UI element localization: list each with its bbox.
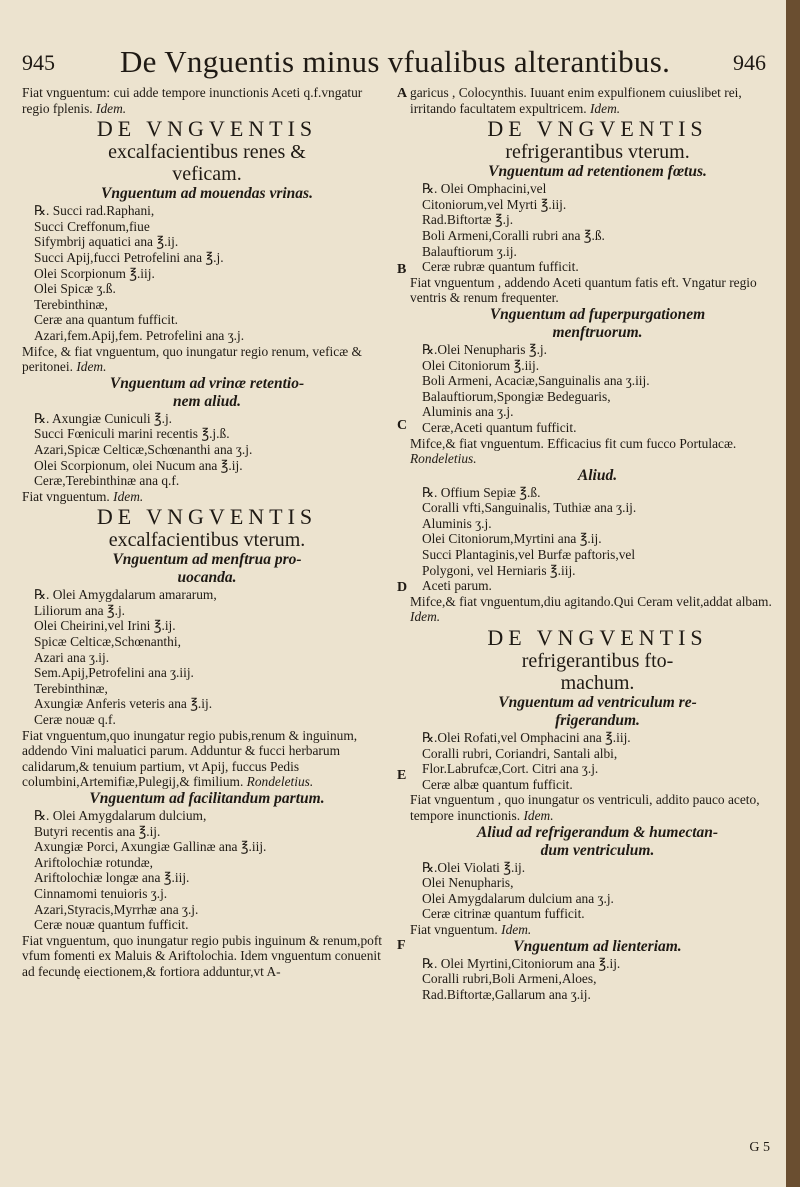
ingredient-line: Azari ana ʒ.ij. — [34, 649, 110, 665]
recipe-title: Aliud. — [577, 466, 618, 484]
ingredient-list — [22, 411, 392, 489]
ingredient-line: Sifymbrij aquatici ana ℥.ij. — [34, 234, 179, 250]
ingredient-line: ℞. Olei Omphacini,vel — [422, 181, 547, 197]
recipe-title: dum ventriculum. — [540, 841, 655, 859]
ingredient-line: ℞. Olei Amygdalarum amararum, — [34, 587, 217, 603]
recipe-title: Vnguentum ad menftrua pro- — [112, 551, 302, 569]
ingredient-list — [410, 181, 785, 275]
ingredient-line: ℞. Axungiæ Cuniculi ℥.j. — [34, 410, 173, 426]
ingredient-line: Rad.Biftortæ ℥.j. — [422, 212, 514, 228]
ingredient-line: Boli Armeni, Acaciæ,Sanguinalis ana ʒ.iij. — [422, 373, 650, 389]
ingredient-list — [410, 860, 785, 922]
ingredient-line: Coralli vfti,Sanguinalis, Tuthiæ ana ʒ.ij. — [422, 500, 637, 516]
ingredient-line: Balauftiorum,Spongiæ Bedeguaris, — [422, 388, 611, 404]
ingredient-line: Flor.Labrufcæ,Cort. Citri ana ʒ.j. — [422, 761, 599, 777]
page-edge — [786, 0, 800, 1187]
recipe-title: Vnguentum ad vrinæ retentio- — [109, 374, 305, 392]
ingredient-line: Ariftolochiæ longæ ana ℥.iij. — [34, 870, 190, 886]
recipe-instructions: Fiat vnguentum. Idem. — [410, 921, 532, 937]
ingredient-line: Succi Creffonum,fiue — [34, 218, 150, 234]
recipe-title: menftruorum. — [552, 323, 643, 341]
recipe-instructions: Fiat vnguentum,quo inungatur regio pubis,renum & inguinum, addendo Vini maluatici parum. Adduntur & fucci herbarum calidarum,& tenuium partium, vt Apij, fuccus Pedis columbini,Artemifiæ,Pulegij,& fimilium. Rondeletius. — [22, 727, 358, 790]
ingredient-line: Olei Citoniorum ℥.iij. — [422, 357, 540, 373]
margin-letter: E — [397, 768, 407, 783]
ingredient-line: Ceræ nouæ quantum fufficit. — [34, 917, 189, 933]
ingredient-list — [22, 587, 392, 727]
ingredient-line: Butyri recentis ana ℥.ij. — [34, 823, 161, 839]
ingredient-line: Sem.Apij,Petrofelini ana ʒ.iij. — [34, 665, 194, 681]
ingredient-line: Aluminis ana ʒ.j. — [422, 404, 514, 420]
ingredient-line: Azari,Styracis,Myrrhæ ana ʒ.j. — [34, 901, 199, 917]
recipe-title: frigerandum. — [555, 712, 640, 730]
ingredient-line: ℞.Olei Rofati,vel Omphacini ana ℥.iij. — [422, 730, 631, 746]
recipe-title: Vnguentum ad facilitandum partum. — [89, 790, 325, 807]
margin-letter: D — [397, 580, 408, 595]
ingredient-list — [410, 342, 785, 436]
page-number-left: 945 — [22, 50, 55, 75]
ingredient-line: Ceræ albæ quantum fufficit. — [422, 776, 573, 792]
right-column — [410, 85, 785, 1002]
section-subheading: excalfacientibus vterum. — [108, 529, 306, 552]
ingredient-line: Succi Apij,fucci Petrofelini ana ℥.j. — [34, 249, 224, 265]
margin-letter: C — [397, 418, 408, 433]
margin-letter: F — [397, 938, 406, 953]
right-intro: garicus , Colocynthis. Iuuant enim expulfionem cuiuslibet rei, irritando facultatem expultricem. Idem. — [410, 85, 742, 116]
ingredient-list — [22, 808, 392, 933]
ingredient-line: Ceræ nouæ q.f. — [34, 712, 116, 728]
ingredient-list — [22, 203, 392, 343]
ingredient-line: Coralli rubri, Coriandri, Santali albi, — [422, 745, 618, 761]
section-heading: DE VNGVENTIS — [487, 116, 708, 142]
ingredient-line: Axungiæ Anferis veteris ana ℥.ij. — [34, 696, 213, 712]
ingredient-line: Ceræ ana quantum fufficit. — [34, 312, 179, 328]
left-column — [22, 85, 392, 980]
ingredient-line: Rad.Biftortæ,Gallarum ana ʒ.ij. — [422, 986, 591, 1002]
ingredient-line: Ceræ rubræ quantum fufficit. — [422, 259, 579, 275]
running-title: De Vnguentis minus vfualibus alterantibus. — [120, 44, 671, 79]
ingredient-line: Terebinthinæ, — [34, 680, 108, 696]
ingredient-line: ℞. Succi rad.Raphani, — [34, 203, 155, 219]
recipe-title: Aliud ad refrigerandum & humectan- — [476, 823, 719, 841]
ingredient-list — [410, 956, 785, 1003]
ingredient-line: Ceræ citrinæ quantum fufficit. — [422, 906, 585, 922]
ingredient-line: ℞. Olei Myrtini,Citoniorum ana ℥.ij. — [422, 955, 621, 971]
ingredient-line: Olei Citoniorum,Myrtini ana ℥.ij. — [422, 531, 602, 547]
ingredient-line: Olei Scorpionum ℥.iij. — [34, 265, 155, 281]
ingredient-list — [410, 485, 785, 594]
recipe-title: Vnguentum ad fuperpurgationem — [489, 305, 706, 323]
section-subheading: refrigerantibus vterum. — [505, 141, 690, 164]
recipe-title: nem aliud. — [172, 392, 242, 410]
ingredient-line: Aluminis ʒ.j. — [422, 515, 492, 531]
ingredient-line: Citoniorum,vel Myrti ℥.iij. — [422, 196, 567, 212]
section-heading: DE VNGVENTIS — [487, 625, 708, 651]
recipe-instructions: Mifce,& fiat vnguentum. Efficacius fit cum fucco Portulacæ. Rondeletius. — [410, 435, 737, 467]
ingredient-line: Olei Spicæ ʒ.ß. — [34, 281, 116, 297]
recipe-instructions: Mifce,& fiat vnguentum,diu agitando.Qui Ceram velit,addat albam. Idem. — [410, 593, 772, 625]
signature-mark: G 5 — [749, 1140, 770, 1155]
margin-letter: A — [397, 86, 408, 101]
recipe-instructions: Fiat vnguentum, quo inungatur regio pubis inguinum & renum,poft vfum fomenti ex Maluis & Ariftolochia. Idem vnguentum conuenit ad fecundę eiectionem,& fortiora adduntur,vt A- — [22, 932, 383, 979]
ingredient-line: Coralli rubri,Boli Armeni,Aloes, — [422, 971, 597, 987]
ingredient-line: Olei Cheirini,vel Irini ℥.ij. — [34, 618, 176, 634]
left-intro: Fiat vnguentum: cui adde tempore inunctionis Aceti q.f.vngatur regio fplenis. Idem. — [22, 85, 363, 116]
ingredient-list — [410, 730, 785, 792]
section-heading: DE VNGVENTIS — [96, 504, 318, 530]
ingredient-line: ℞.Olei Violati ℥.ij. — [422, 859, 526, 875]
ingredient-line: Boli Armeni,Coralli rubri ana ℥.ß. — [422, 227, 605, 243]
ingredient-line: Succi Fœniculi marini recentis ℥.j.ß. — [34, 426, 230, 442]
recipe-title: Vnguentum ad lienteriam. — [513, 937, 682, 955]
section-heading: DE VNGVENTIS — [96, 116, 318, 142]
recipe-instructions: Fiat vnguentum , addendo Aceti quantum fatis eft. Vngatur regio ventris & renum frequenter. — [410, 274, 757, 306]
ingredient-line: ℞. Offium Sepiæ ℥.ß. — [422, 484, 541, 500]
ingredient-line: Polygoni, vel Herniaris ℥.iij. — [422, 562, 576, 578]
ingredient-line: Ceræ,Terebinthinæ ana q.f. — [34, 473, 180, 489]
ingredient-line: Liliorum ana ℥.j. — [34, 602, 126, 618]
ingredient-line: Olei Amygdalarum dulcium ana ʒ.j. — [422, 890, 614, 906]
ingredient-line: Succi Plantaginis,vel Burfæ paftoris,vel — [422, 547, 636, 563]
ingredient-line: Spicæ Celticæ,Schœnanthi, — [34, 634, 181, 650]
section-subheading: machum. — [560, 672, 635, 695]
ingredient-line: Balauftiorum ʒ.ij. — [422, 243, 517, 259]
section-subheading: refrigerantibus fto- — [521, 650, 674, 673]
margin-letter: B — [397, 262, 407, 277]
ingredient-line: Azari,fem.Apij,fem. Petrofelini ana ʒ.j. — [34, 327, 245, 343]
recipe-title: Vnguentum ad retentionem fœtus. — [488, 163, 707, 181]
page-header — [0, 44, 800, 84]
ingredient-line: Aceti parum. — [422, 578, 492, 594]
ingredient-line: Axungiæ Porci, Axungiæ Gallinæ ana ℥.iij. — [34, 839, 267, 855]
recipe-title: Vnguentum ad ventriculum re- — [498, 694, 697, 712]
ingredient-line: ℞. Olei Amygdalarum dulcium, — [34, 808, 207, 823]
recipe-instructions: Fiat vnguentum. Idem. — [22, 488, 144, 504]
ingredient-line: Ceræ,Aceti quantum fufficit. — [422, 419, 577, 435]
recipe-instructions: Fiat vnguentum , quo inungatur os ventriculi, addito pauco aceto, tempore inunctionis. Idem. — [410, 792, 760, 823]
ingredient-line: Ariftolochiæ rotundæ, — [34, 854, 154, 870]
recipe-title: Vnguentum ad mouendas vrinas. — [101, 185, 313, 203]
ingredient-line: ℞.Olei Nenupharis ℥.j. — [422, 341, 547, 357]
ingredient-line: Terebinthinæ, — [34, 296, 108, 312]
ingredient-line: Olei Nenupharis, — [422, 875, 514, 891]
ingredient-line: Cinnamomi tenuioris ʒ.j. — [34, 885, 168, 901]
section-subheading: excalfacientibus renes & — [108, 141, 306, 164]
recipe-instructions: Mifce, & fiat vnguentum, quo inungatur regio renum, veficæ & peritonei. Idem. — [22, 343, 362, 375]
page-number-right: 946 — [733, 50, 766, 75]
ingredient-line: Olei Scorpionum, olei Nucum ana ℥.ij. — [34, 457, 243, 473]
recipe-title: uocanda. — [177, 569, 237, 587]
section-subheading: veficam. — [172, 163, 242, 186]
ingredient-line: Azari,Spicæ Celticæ,Schœnanthi ana ʒ.j. — [34, 441, 253, 457]
